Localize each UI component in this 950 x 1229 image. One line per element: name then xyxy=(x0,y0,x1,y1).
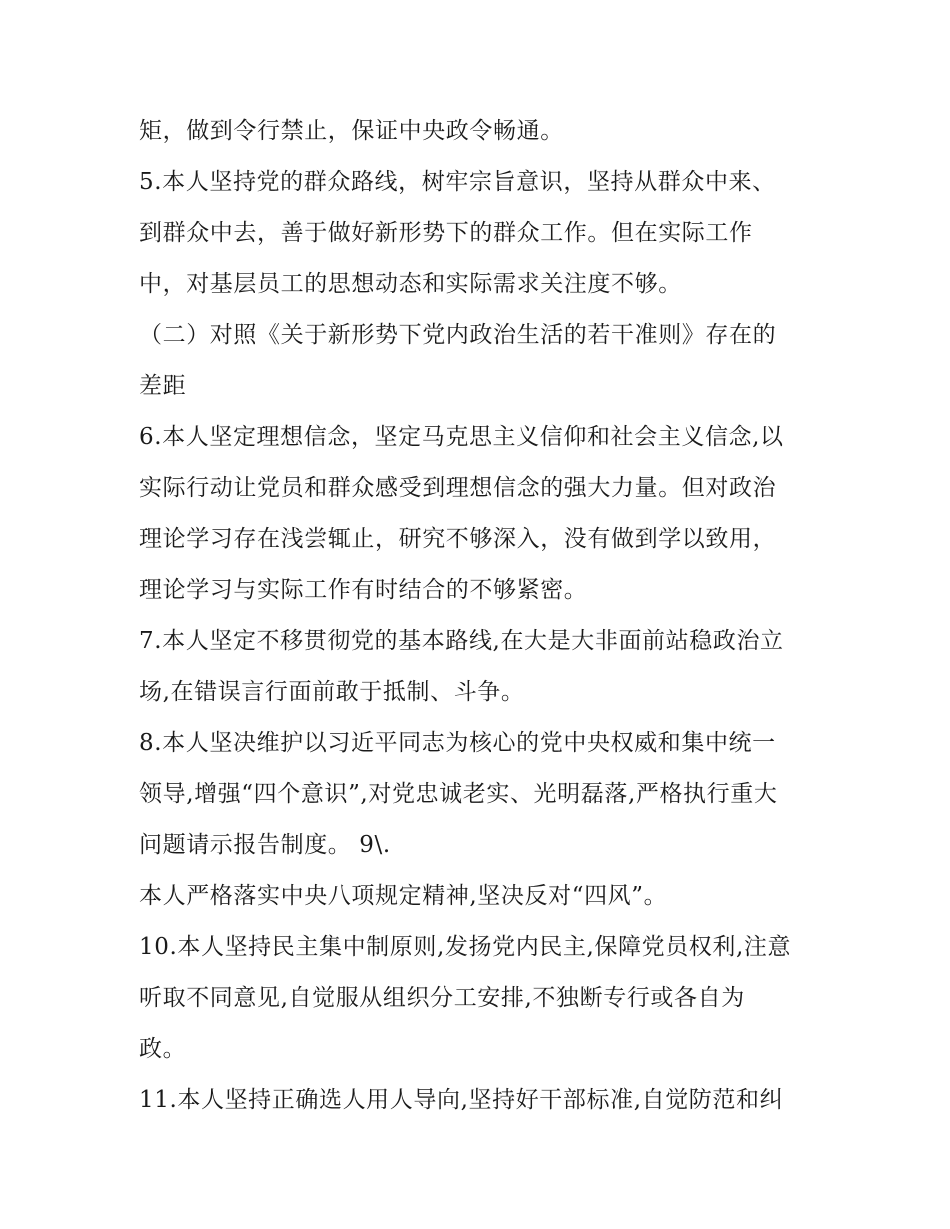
text-line: 5.本人坚持党的群众路线，树牢宗旨意识，坚持从群众中来、 xyxy=(139,169,776,195)
text-line: 场,在错误言行面前敢于抵制、斗争。 xyxy=(139,679,525,705)
section-heading-line: （二）对照《关于新形势下党内政治生活的若干准则》存在的 xyxy=(139,322,777,348)
text-line: 8.本人坚决维护以习近平同志为核心的党中央权威和集中统一 xyxy=(139,730,776,756)
text-line: 理论学习存在浅尝辄止，研究不够深入，没有做到学以致用， xyxy=(139,526,777,552)
text-line: 11.本人坚持正确选人用人导向,坚持好干部标准,自觉防范和纠 xyxy=(139,1087,784,1113)
text-line: 理论学习与实际工作有时结合的不够紧密。 xyxy=(139,577,588,603)
text-line: 10.本人坚持民主集中制原则,发扬党内民主,保障党员权利,注意 xyxy=(139,934,792,960)
text-line: 听取不同意见,自觉服从组织分工安排,不独断专行或各自为 xyxy=(139,985,745,1011)
section-heading-line: 差距 xyxy=(139,373,187,399)
text-line: 政。 xyxy=(139,1036,187,1062)
text-line: 矩，做到令行禁止，保证中央政令畅通。 xyxy=(139,118,564,144)
document-body xyxy=(139,106,819,1126)
text-line: 问题请示报告制度。 9\. xyxy=(139,832,391,858)
text-line: 实际行动让党员和群众感受到理想信念的强大力量。但对政治 xyxy=(139,475,777,501)
text-line: 领导,增强“四个意识”,对党忠诚老实、光明磊落,严格执行重大 xyxy=(139,781,778,807)
text-line: 6.本人坚定理想信念，坚定马克思主义信仰和社会主义信念,以 xyxy=(139,424,784,450)
text-line: 本人严格落实中央八项规定精神,坚决反对“四风”。 xyxy=(139,883,668,909)
text-line: 到群众中去，善于做好新形势下的群众工作。但在实际工作 xyxy=(139,220,753,246)
text-line: 中，对基层员工的思想动态和实际需求关注度不够。 xyxy=(139,271,682,297)
text-line: 7.本人坚定不移贯彻党的基本路线,在大是大非面前站稳政治立 xyxy=(139,628,784,654)
